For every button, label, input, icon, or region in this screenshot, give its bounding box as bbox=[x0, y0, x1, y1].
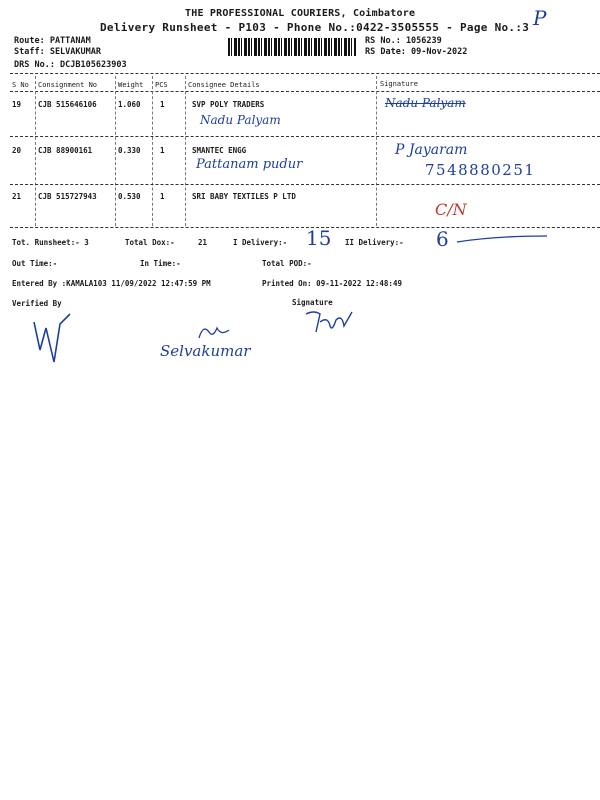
out-time: Out Time:- bbox=[12, 259, 58, 268]
i-delivery-label: I Delivery:- bbox=[233, 238, 288, 247]
total-dox-value: 21 bbox=[198, 238, 208, 247]
table-row-pcs: 1 bbox=[160, 146, 165, 155]
table-row-pcs: 1 bbox=[160, 192, 165, 201]
route: Route: PATTANAM bbox=[14, 36, 91, 46]
table-row-sno: 20 bbox=[12, 146, 22, 155]
handwritten-phone: 7548880251 bbox=[425, 161, 536, 179]
col-divider bbox=[185, 76, 186, 226]
col-weight: Weight bbox=[118, 81, 144, 89]
table-top-rule bbox=[10, 73, 600, 74]
table-row-sno: 19 bbox=[12, 100, 22, 109]
ii-delivery-label: II Delivery:- bbox=[345, 238, 404, 247]
table-row-consignee: SVP POLY TRADERS bbox=[192, 100, 265, 109]
entered-by: Entered By :KAMALA103 11/09/2022 12:47:59 PM bbox=[12, 279, 211, 288]
handwritten-stroke bbox=[455, 230, 550, 246]
in-time: In Time:- bbox=[140, 259, 181, 268]
i-delivery-handwritten: 15 bbox=[306, 226, 332, 250]
table-row-consignment: CJB 515646106 bbox=[38, 100, 97, 109]
col-divider bbox=[376, 76, 377, 226]
row-separator bbox=[10, 184, 600, 185]
table-row-consignee: SMANTEC ENGG bbox=[192, 146, 247, 155]
table-row-weight: 1.060 bbox=[118, 100, 141, 109]
staff-signature: Selvakumar bbox=[160, 342, 251, 360]
table-row-sno: 21 bbox=[12, 192, 22, 201]
staff-signature-mark bbox=[195, 322, 235, 342]
runsheet-title: Delivery Runsheet - P103 - Phone No.:0422-3505555 - Page No.:3 bbox=[100, 21, 530, 34]
table-row-weight: 0.530 bbox=[118, 192, 141, 201]
col-pcs: PCS bbox=[155, 81, 168, 89]
table-row-weight: 0.330 bbox=[118, 146, 141, 155]
corner-mark: P bbox=[533, 6, 547, 30]
rs-number: RS No.: 1056239 bbox=[365, 36, 442, 46]
table-row-pcs: 1 bbox=[160, 100, 165, 109]
table-row-consignment: CJB 515727943 bbox=[38, 192, 97, 201]
col-divider bbox=[152, 76, 153, 226]
drs-number: DRS No.: DCJB105623903 bbox=[14, 60, 127, 70]
verifier-signature bbox=[30, 310, 90, 368]
handwritten-address: Nadu Palyam bbox=[200, 113, 281, 127]
handwritten-signature: C/N bbox=[435, 200, 467, 219]
total-pod: Total POD:- bbox=[262, 259, 312, 268]
rs-date: RS Date: 09-Nov-2022 bbox=[365, 47, 468, 57]
handwritten-signature: Nadu Palyam bbox=[385, 96, 466, 110]
col-consignment: Consignment No bbox=[38, 81, 98, 89]
ii-delivery-handwritten: 6 bbox=[436, 227, 449, 251]
col-signature: Signature bbox=[380, 80, 418, 88]
verified-by: Verified By bbox=[12, 299, 62, 308]
staff: Staff: SELVAKUMAR bbox=[14, 47, 101, 57]
handwritten-address: Pattanam pudur bbox=[196, 157, 303, 172]
signatory-signature bbox=[300, 306, 360, 338]
tot-runsheet: Tot. Runsheet:- 3 bbox=[12, 238, 89, 247]
company-name: THE PROFESSIONAL COURIERS, Coimbatore bbox=[185, 8, 416, 19]
signature-label: Signature bbox=[292, 298, 333, 307]
table-row-consignment: CJB 88900161 bbox=[38, 146, 93, 155]
printed-on: Printed On: 09-11-2022 12:48:49 bbox=[262, 279, 402, 288]
row-separator bbox=[10, 136, 600, 137]
col-consignee: Consignee Details bbox=[188, 81, 260, 89]
table-header-rule bbox=[10, 91, 600, 92]
col-divider bbox=[115, 76, 116, 226]
handwritten-signature: P Jayaram bbox=[395, 142, 468, 158]
total-dox-label: Total Dox:- bbox=[125, 238, 175, 247]
col-divider bbox=[35, 76, 36, 226]
col-sno: S No bbox=[12, 81, 29, 89]
table-bottom-rule bbox=[10, 227, 600, 228]
barcode bbox=[228, 38, 356, 56]
table-row-consignee: SRI BABY TEXTILES P LTD bbox=[192, 192, 296, 201]
